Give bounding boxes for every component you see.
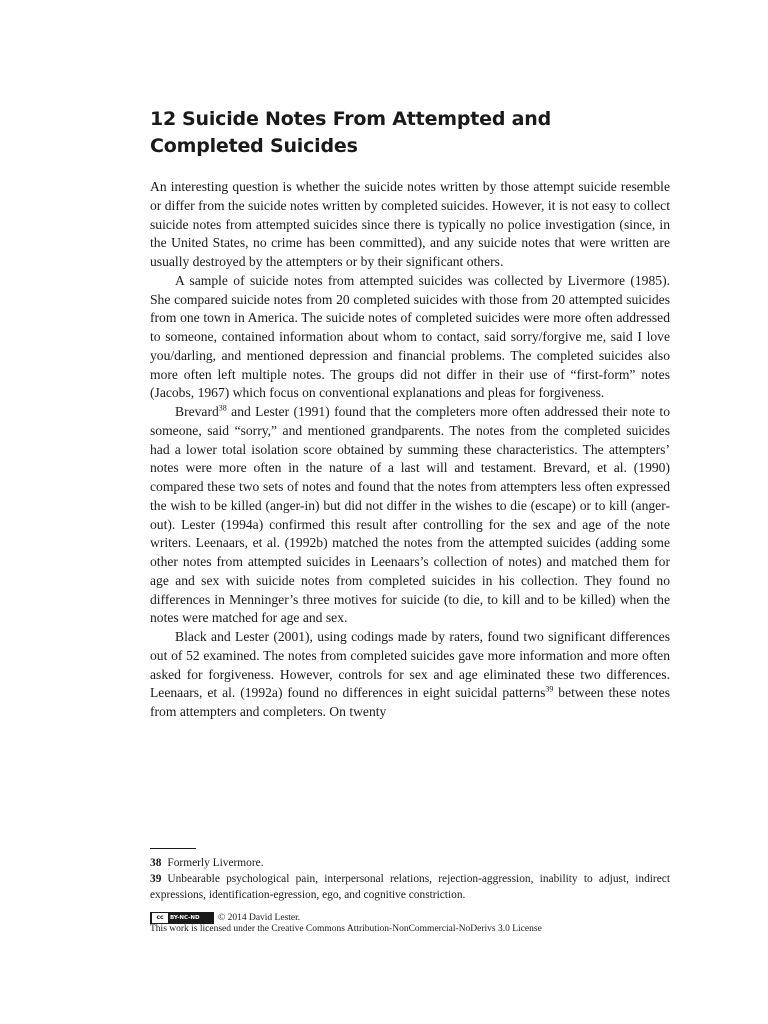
footnote-ref-38[interactable]: 38 — [218, 403, 227, 413]
paragraph-4 — [150, 628, 670, 722]
cc-badge-label: BY-NC-ND — [170, 915, 200, 921]
body-text — [150, 178, 670, 722]
license-line-1 — [150, 912, 670, 924]
footnote-number: 38 — [150, 857, 162, 869]
footnote-rule — [150, 848, 196, 849]
cc-logo-icon: cc — [152, 913, 168, 923]
paragraph-4-start: Black and Lester (2001), using codings made by raters, found two significant differences out of 52 examined. The notes from completed suicides gave more information and more often asked for forgiveness. However, controls for sex and age eliminated these two differences. Leenaars, et al. (1992a) found no differences in eight suicidal patterns — [150, 629, 670, 701]
chapter-title — [150, 106, 670, 160]
chapter-title-text: Suicide Notes From Attempted and Completed Suicides — [150, 108, 551, 157]
copyright-text: © 2014 David Lester. — [218, 913, 301, 924]
cc-license-badge-icon[interactable] — [150, 912, 214, 924]
footnote-text: Formerly Livermore. — [167, 857, 264, 869]
paragraph-1: An interesting question is whether the suicide notes written by those attempt suicide resemble or differ from the suicide notes written by completed suicides. However, it is not easy to collect suicide notes from attempted suicides since there is typically no police investigation (since, in the United States, no crime has been committed), and any suicide notes that were written are usually destroyed by the attempters or by their significant others. — [150, 179, 670, 269]
chapter-number: 12 — [150, 108, 177, 130]
paragraph-2: A sample of suicide notes from attempted suicides was collected by Livermore (1985). She compared suicide notes from 20 completed suicides with those from 20 attempted suicides from one town in America. The suicide notes of completed suicides were more often addressed to someone, contained information about whom to contact, said sorry/forgive me, said I love you/darling, and mentioned depression and financial problems. The completed suicides also more often left multiple notes. The groups did not differ in their use of “first-form” notes (Jacobs, 1967) which focus on conventional explanations and pleas for forgiveness. — [150, 272, 670, 401]
paragraph-4-rest: between these notes from attempters and completers. On twenty — [150, 685, 671, 719]
license-block — [150, 912, 670, 935]
footnote-text: Unbearable psychological pain, interpersonal relations, rejection-aggression, inability to adjust, indirect expressions, identification-egression, ego, and cognitive constriction. — [150, 873, 670, 901]
footnote-38 — [150, 855, 670, 871]
paragraph-3-start: Brevard — [175, 404, 219, 419]
footnote-39 — [150, 871, 670, 903]
paragraph-3 — [150, 403, 670, 628]
footnote-ref-39[interactable]: 39 — [545, 684, 554, 694]
paragraph-3-rest: and Lester (1991) found that the completers more often addressed their note to someone, said “sorry,” and mentioned grandparents. The notes from the completed suicides had a lower total isolation score obtained by summing these characteristics. The attempters’ notes were more often in the nature of a last will and testament. Brevard, et al. (1990) compared these two sets of notes and found that the notes from attempters less often expressed the wish to be killed (anger-in) but did not differ in the wishes to die (escape) or to kill (anger-out). Lester (1994a) confirmed this result after controlling for the sex and age of the note writers. Leenaars, et al. (1992b) matched the notes from the attempted suicides (adding some other notes from attempted suicides in Leenaars’s collection of notes) and matched them for age and sex with suicide notes from completed suicides in his collection. They found no differences in Menninger’s three motives for suicide (to die, to kill and to be killed) when the notes were matched for age and sex. — [150, 404, 670, 626]
footnotes — [150, 848, 670, 903]
license-statement: This work is licensed under the Creative Commons Attribution-NonCommercial-NoDerivs 3.0 License — [150, 924, 542, 935]
footnote-number: 39 — [150, 873, 162, 885]
